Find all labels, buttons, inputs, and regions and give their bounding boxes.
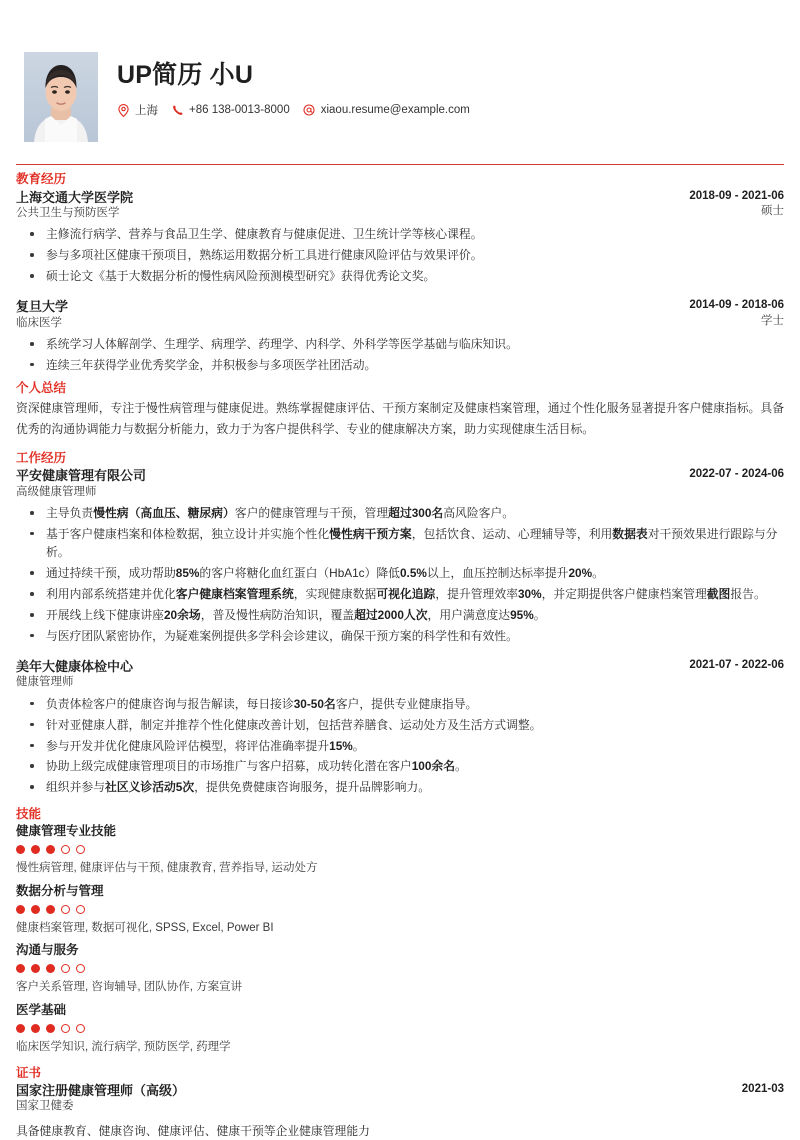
section-title-skills: 技能 <box>16 806 42 821</box>
skill-detail: 临床医学知识, 流行病学, 预防医学, 药理学 <box>16 1040 231 1053</box>
contact-email <box>303 104 470 117</box>
certificate-note: 具备健康教育、健康咨询、健康评估、健康干预等企业健康管理能力 <box>16 1123 370 1138</box>
job-title: 高级健康管理师 <box>16 485 97 498</box>
skill-detail: 健康档案管理, 数据可视化, SPSS, Excel, Power BI <box>16 921 274 934</box>
bullet-item: 与医疗团队紧密协作，为疑难案例提供多学科会诊建议，确保干预方案的科学性和有效性。 <box>16 627 784 645</box>
rating-dot-empty <box>61 1024 70 1033</box>
bullet-item: 连续三年获得学业优秀奖学金，并积极参与多项医学社团活动。 <box>16 356 784 374</box>
certificate-issuer: 国家卫健委 <box>16 1100 74 1113</box>
contact-list <box>117 102 478 118</box>
company-name: 平安健康管理有限公司 <box>16 468 147 484</box>
job-title: 健康管理师 <box>16 676 74 689</box>
education-entry <box>16 189 784 286</box>
rating-dot-filled <box>16 1024 25 1033</box>
date-range: 2022-07 - 2024-06 <box>689 468 784 481</box>
bullet-item: 协助上级完成健康管理项目的市场推广与客户招募，成功转化潜在客户100余名。 <box>16 757 784 775</box>
section-title-work: 工作经历 <box>16 450 67 465</box>
skill-name: 沟通与服务 <box>16 943 79 958</box>
contact-location <box>117 102 158 118</box>
rating-dot-filled <box>31 905 40 914</box>
skill-rating <box>16 964 784 973</box>
bullet-item: 参与多项社区健康干预项目，熟练运用数据分析工具进行健康风险评估与效果评价。 <box>16 246 784 264</box>
skill-rating <box>16 905 784 914</box>
header-text-block <box>117 52 478 118</box>
entry-header <box>16 298 784 331</box>
bullet-item: 针对亚健康人群，制定并推荐个性化健康改善计划，包括营养膳食、运动处方及生活方式调整。 <box>16 716 784 734</box>
contact-location-text: 上海 <box>135 105 158 117</box>
bullet-item: 基于客户健康档案和体检数据，独立设计并实施个性化慢性病干预方案，包括饮食、运动、心理辅导等，利用数据表对干预效果进行跟踪与分析。 <box>16 525 784 562</box>
rating-dot-filled <box>31 1024 40 1033</box>
entry-header <box>16 467 784 500</box>
bullet-list <box>16 695 784 797</box>
section-certificates <box>16 1066 784 1140</box>
rating-dot-filled <box>46 905 55 914</box>
skill-name: 数据分析与管理 <box>16 883 104 898</box>
work-entry <box>16 467 784 645</box>
education-entry <box>16 298 784 374</box>
contact-phone <box>171 104 290 117</box>
date-range: 2021-07 - 2022-06 <box>689 659 784 672</box>
date-range: 2018-09 - 2021-06 <box>689 189 784 202</box>
skill-name: 健康管理专业技能 <box>16 824 117 839</box>
contact-email-text: xiaou.resume@example.com <box>320 104 470 116</box>
bullet-item: 主修流行病学、营养与食品卫生学、健康教育与健康促进、卫生统计学等核心课程。 <box>16 225 784 243</box>
section-skills <box>16 807 784 1056</box>
school-name: 复旦大学 <box>16 299 69 315</box>
bullet-item: 通过持续干预，成功帮助85%的客户将糖化血红蛋白（HbA1c）降低0.5%以上，血压控制达标率提升20%。 <box>16 564 784 582</box>
entry-header <box>16 189 784 222</box>
bullet-item: 系统学习人体解剖学、生理学、病理学、药理学、内科学、外科学等医学基础与临床知识。 <box>16 335 784 353</box>
section-title-summary: 个人总结 <box>16 381 67 396</box>
bullet-list <box>16 335 784 374</box>
degree-label: 学士 <box>761 314 784 327</box>
bullet-item: 负责体检客户的健康咨询与报告解读，每日接诊30-50名客户，提供专业健康指导。 <box>16 695 784 713</box>
email-at-icon <box>303 104 316 117</box>
major-name: 公共卫生与预防医学 <box>16 206 120 219</box>
entry-header <box>16 1082 784 1115</box>
bullet-item: 主导负责慢性病（高血压、糖尿病）客户的健康管理与干预，管理超过300名高风险客户。 <box>16 504 784 522</box>
rating-dot-filled <box>46 964 55 973</box>
entry-header <box>16 658 784 691</box>
rating-dot-filled <box>46 845 55 854</box>
skill-rating <box>16 1024 784 1033</box>
section-education <box>16 172 784 374</box>
section-summary <box>16 381 784 440</box>
rating-dot-filled <box>16 964 25 973</box>
rating-dot-filled <box>31 845 40 854</box>
bullet-list <box>16 225 784 285</box>
rating-dot-empty <box>61 845 70 854</box>
portrait-photo-icon <box>24 52 98 142</box>
rating-dot-empty <box>76 845 85 854</box>
rating-dot-filled <box>46 1024 55 1033</box>
skill-item <box>16 942 784 996</box>
certificate-name: 国家注册健康管理师（高级） <box>16 1083 186 1099</box>
school-name: 上海交通大学医学院 <box>16 189 134 205</box>
rating-dot-filled <box>31 964 40 973</box>
section-title-education: 教育经历 <box>16 172 67 186</box>
bullet-item: 开展线上线下健康讲座20余场，普及慢性病防治知识，覆盖超过2000人次，用户满意度达95%。 <box>16 606 784 624</box>
rating-dot-filled <box>16 905 25 914</box>
bullet-item: 参与开发并优化健康风险评估模型，将评估准确率提升15%。 <box>16 737 784 755</box>
resume-header <box>16 0 784 142</box>
skill-item <box>16 1002 784 1056</box>
date-range: 2014-09 - 2018-06 <box>689 299 784 312</box>
certificate-date: 2021-03 <box>741 1083 784 1096</box>
skills-list <box>16 823 784 1055</box>
avatar <box>24 52 98 142</box>
skill-item <box>16 883 784 937</box>
location-pin-icon <box>117 104 130 117</box>
contact-phone-text: +86 138-0013-8000 <box>189 104 290 116</box>
skill-item <box>16 823 784 877</box>
rating-dot-filled <box>16 845 25 854</box>
bullet-list <box>16 504 784 645</box>
bullet-item: 硕士论文《基于大数据分析的慢性病风险预测模型研究》获得优秀论文奖。 <box>16 267 784 285</box>
bullet-item: 利用内部系统搭建并优化客户健康档案管理系统，实现健康数据可视化追踪，提升管理效率30%，并定期提供客户健康档案管理截图报告。 <box>16 585 784 603</box>
section-work <box>16 451 784 797</box>
summary-text: 资深健康管理师，专注于慢性病管理与健康促进。熟练掌握健康评估、干预方案制定及健康档案管理，通过个性化服务显著提升客户健康指标。具备优秀的沟通协调能力与数据分析能力，致力于为客户提供科学、专业的健康解决方案，助力实现健康生活目标。 <box>16 400 784 436</box>
work-entry <box>16 658 784 797</box>
skill-detail: 客户关系管理, 咨询辅导, 团队协作, 方案宣讲 <box>16 981 243 994</box>
rating-dot-empty <box>76 964 85 973</box>
degree-label: 硕士 <box>761 204 784 217</box>
page-title: UP简历 小U <box>117 61 254 89</box>
company-name: 美年大健康体检中心 <box>16 659 134 675</box>
certificate-entry <box>16 1082 784 1140</box>
header-divider <box>16 164 784 165</box>
rating-dot-empty <box>61 905 70 914</box>
skill-rating <box>16 845 784 854</box>
rating-dot-empty <box>76 1024 85 1033</box>
rating-dot-empty <box>76 905 85 914</box>
major-name: 临床医学 <box>16 316 62 329</box>
skill-detail: 慢性病管理, 健康评估与干预, 健康教育, 营养指导, 运动处方 <box>16 862 318 875</box>
section-title-certificates: 证书 <box>16 1065 42 1080</box>
phone-icon <box>171 104 184 117</box>
rating-dot-empty <box>61 964 70 973</box>
skill-name: 医学基础 <box>16 1003 67 1017</box>
bullet-item: 组织并参与社区义诊活动5次，提供免费健康咨询服务，提升品牌影响力。 <box>16 778 784 796</box>
